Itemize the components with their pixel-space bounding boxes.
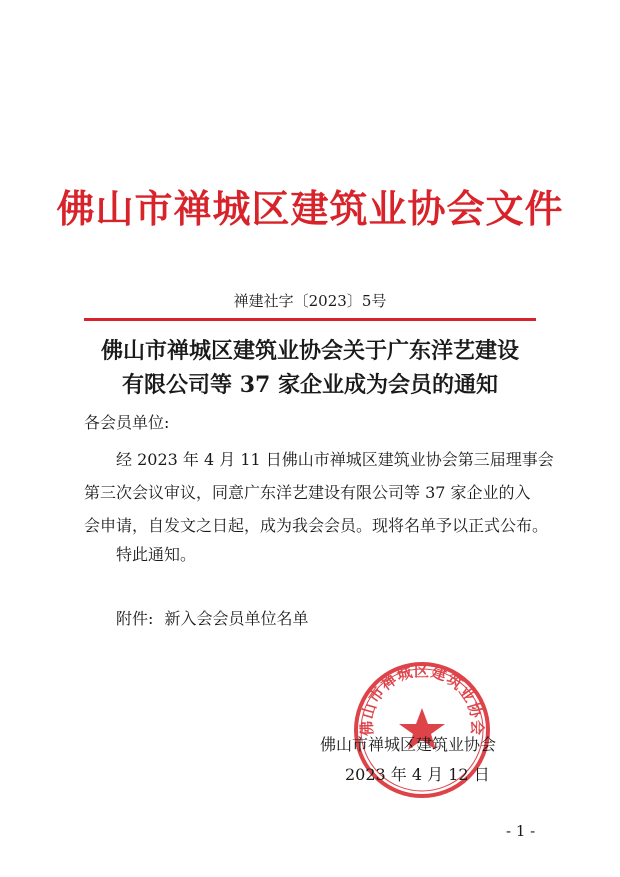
body-line-2: 第三次会议审议，同意广东洋艺建设有限公司等 37 家企业的入 <box>84 483 531 502</box>
document-number: 禅建社字〔2023〕5号 <box>233 292 387 310</box>
body-line-3: 会申请，自发文之日起，成为我会会员。现将名单予以正式公布。 <box>84 516 549 535</box>
attachment-label: 附件: <box>116 609 154 628</box>
closing-text: 特此通知。 <box>116 545 197 564</box>
seal-text: 佛山市禅城区建筑业协会 <box>357 662 487 737</box>
body-line-1: 经 2023 年 4 月 11 日佛山市禅城区建筑业协会第三届理事会 <box>116 450 554 469</box>
salutation: 各会员单位: <box>84 413 170 432</box>
page-number: - 1 - <box>506 822 536 840</box>
red-divider <box>84 318 536 321</box>
signature-org: 佛山市禅城区建筑业协会 <box>320 735 497 754</box>
attachment-line <box>116 606 309 629</box>
notice-title-line-1: 佛山市禅城区建筑业协会关于广东洋艺建设 <box>100 338 519 364</box>
document-header: 佛山市禅城区建筑业协会文件 <box>56 186 564 231</box>
attachment-text: 新入会会员单位名单 <box>164 609 309 628</box>
notice-body <box>84 443 554 542</box>
notice-title <box>0 334 620 402</box>
signature-date: 2023 年 4 月 12 日 <box>345 765 490 784</box>
notice-title-line-2: 有限公司等 37 家企业成为会员的通知 <box>122 372 498 398</box>
